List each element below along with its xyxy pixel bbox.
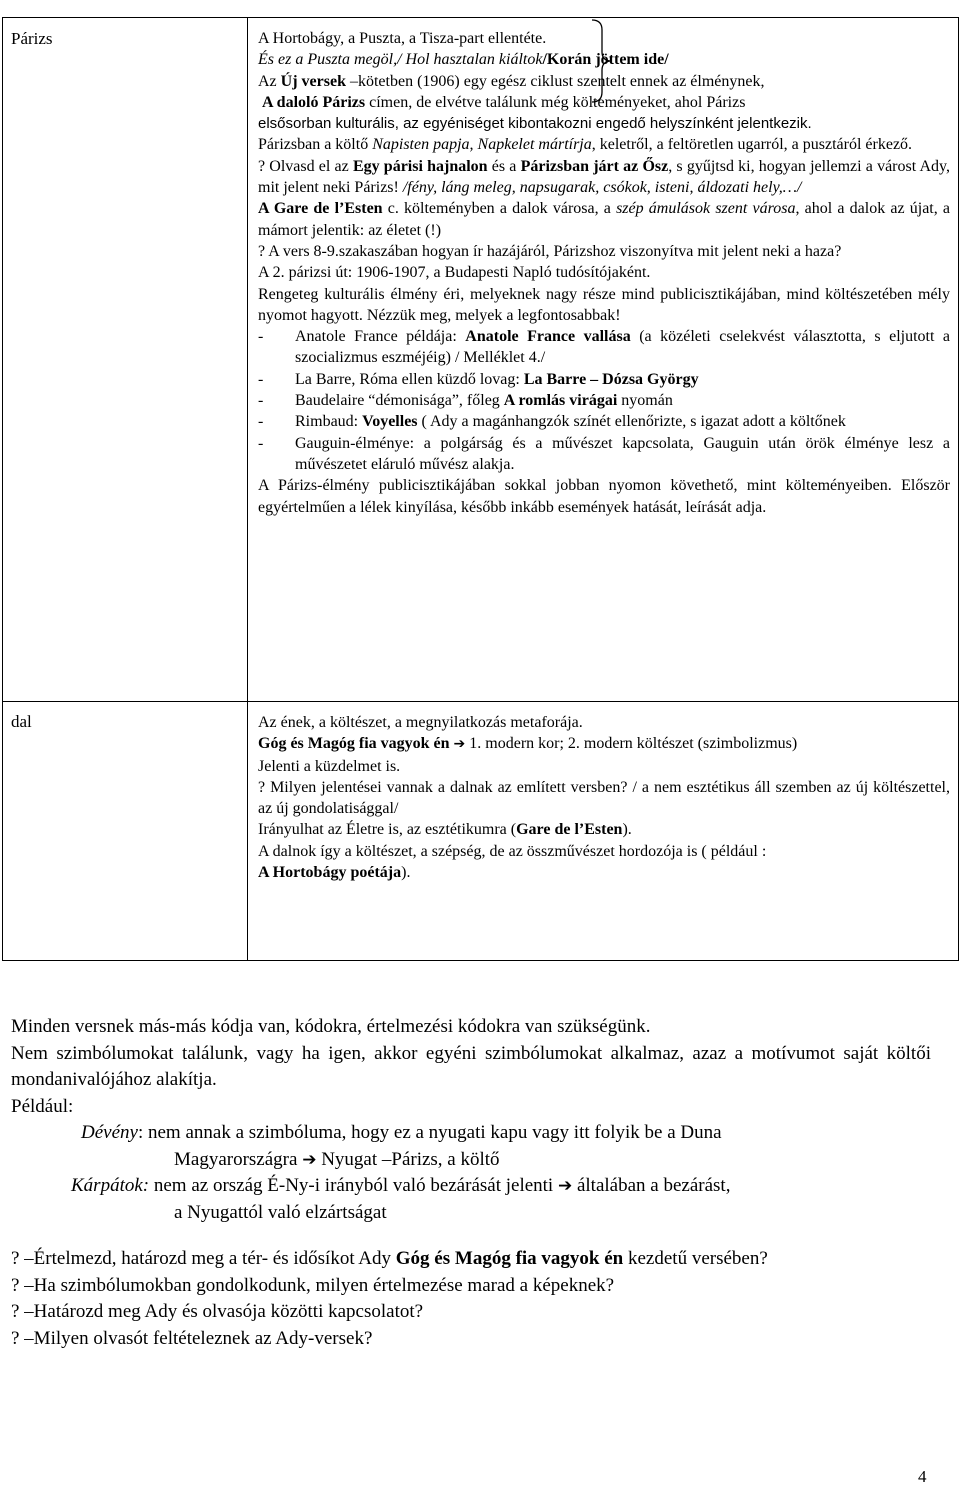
row-label-dal: dal [3, 702, 248, 961]
text-line: A dalnok így a költészet, a szépség, de az összművészet hordozója is ( például : [258, 842, 767, 860]
arrow-right-icon: ➔ [453, 736, 466, 753]
paragraph: Például: [11, 1095, 74, 1117]
example-line: Kárpátok: nem az ország É-Ny-i irányból való bezárását jelenti ➔ általában a bezárást, [71, 1175, 731, 1196]
text-line: Az ének, a költészet, a megnyilatkozás metaforája. [258, 714, 583, 731]
body-text [11, 1014, 931, 1352]
text-line: Góg és Magóg fia vagyok én ➔ 1. modern kor; 2. modern költészet (szimbolizmus) [258, 735, 798, 753]
question: ? –Milyen olvasót feltételeznek az Ady-versek? [11, 1327, 373, 1349]
page-number: 4 [918, 1467, 927, 1486]
text-line: ? Milyen jelentései vannak a dalnak az említett versben? / a nem esztétikus áll szemben az új költészettel, az új gondolatisággal/ [258, 778, 950, 818]
text-line: elsősorban kulturális, az egyéniséget kibontakozni engedő helyszínként jelentkezik. [258, 115, 812, 133]
content-table [2, 17, 959, 961]
table-row-dal [3, 702, 959, 961]
question: ? –Értelmezd, határozd meg a tér- és idősíkot Ady Góg és Magóg fia vagyok én kezdetű versében? [11, 1248, 768, 1269]
table-row-parizs [3, 18, 959, 702]
example-line: a Nyugattól való elzártságat [174, 1201, 387, 1223]
row-content-parizs [248, 18, 959, 702]
example-line: Dévény: nem annak a szimbóluma, hogy ez a nyugati kapu vagy itt folyik be a Duna [81, 1122, 722, 1143]
bullet-item: - Anatole France példája: Anatole France vallása (a közéleti cselekvést választotta, s eljutott a szocializmus eszméjéig) / Melléklet 4./ [258, 328, 951, 367]
text-line: Az Új versek –kötetben (1906) egy egész ciklust szentelt ennek az élménynek, [258, 72, 765, 90]
example-line: Magyarországra ➔ Nyugat –Párizs, a költő [174, 1148, 500, 1170]
bullet-item: - Baudelaire “démonisága”, főleg A romlás virágai nyomán [258, 392, 673, 410]
paragraph: A 2. párizsi út: 1906-1907, a Budapesti Napló tudósítójaként. [258, 264, 651, 282]
paragraph: Párizsban a költő Napisten papja, Napkelet mártírja, keletről, a feltöretlen ugarról, a pusztáról érkező. [258, 136, 913, 154]
arrow-right-icon: ➔ [557, 1176, 573, 1196]
paragraph: ? A vers 8-9.szakaszában hogyan ír hazájáról, Párizshoz viszonyítva mit jelent neki a haza? [258, 242, 842, 260]
paragraph: Rengeteg kulturális élmény éri, melyeknek nagy része mind publicisztikájában, mind költészetében mély nyomot hagyott. Nézzük meg, melyek a legfontosabbak! [258, 285, 950, 324]
row-content-dal [248, 702, 959, 961]
paragraph: Nem szimbólumokat találunk, vagy ha igen, akkor egyéni szimbólumokat alkalmaz, azaz a motívumot saját költői mondanivalójához alakítja. [11, 1042, 931, 1090]
bullet-item: - La Barre, Róma ellen küzdő lovag: La Barre – Dózsa György [258, 370, 699, 388]
text-line: A Hortobágy poétája). [258, 864, 411, 882]
row-label-parizs: Párizs [3, 18, 248, 702]
text-line: A daloló Párizs címen, de elvétve találunk még költeményeket, ahol Párizs [262, 93, 746, 111]
question: ? –Határozd meg Ady és olvasója közötti kapcsolatot? [11, 1301, 424, 1322]
text-line: És ez a Puszta megöl,/ Hol hasztalan kiáltok/Korán jöttem ide/ [258, 51, 669, 69]
paragraph: ? Olvasd el az Egy párisi hajnalon és a Párizsban járt az Ősz, s gyűjtsd ki, hogyan jellemzi a várost Ady, mit jelent neki Párizs! /fény, láng meleg, napsugarak, csókok, isteni, áldozati hely,…/ [258, 157, 950, 197]
arrow-right-icon: ➔ [302, 1149, 317, 1170]
paragraph: A Párizs-élmény publicisztikájában sokkal jobban nyomon követhető, mint költeményeiben. Először egyértelműen a lélek kinyílása, később inkább események hatását, leírását adja. [258, 477, 950, 516]
text-line: A Hortobágy, a Puszta, a Tisza-part ellentéte. [258, 30, 547, 47]
curly-brace-icon [588, 18, 612, 104]
text-line: Irányulhat az Életre is, az esztétikumra (Gare de l’Esten). [258, 821, 632, 839]
text-line: Jelenti a küzdelmet is. [258, 757, 401, 775]
bullet-item: - Rimbaud: Voyelles ( Ady a magánhangzók színét ellenőrizte, s igazat adott a költőnek [258, 413, 846, 431]
question: ? –Ha szimbólumokban gondolkodunk, milyen értelmezése marad a képeknek? [11, 1274, 615, 1296]
bullet-item: - Gauguin-élménye: a polgárság és a művészet kapcsolata, Gauguin után örök élménye lesz a művészetet eláruló művész alakja. [258, 434, 950, 473]
paragraph: A Gare de l’Esten c. költeményben a dalok városa, a szép ámulások szent városa, ahol a dalok az újat, a mámort jelentik: az életet (!) [258, 200, 951, 239]
paragraph: Minden versnek más-más kódja van, kódokra, értelmezési kódokra van szükségünk. [11, 1016, 651, 1037]
